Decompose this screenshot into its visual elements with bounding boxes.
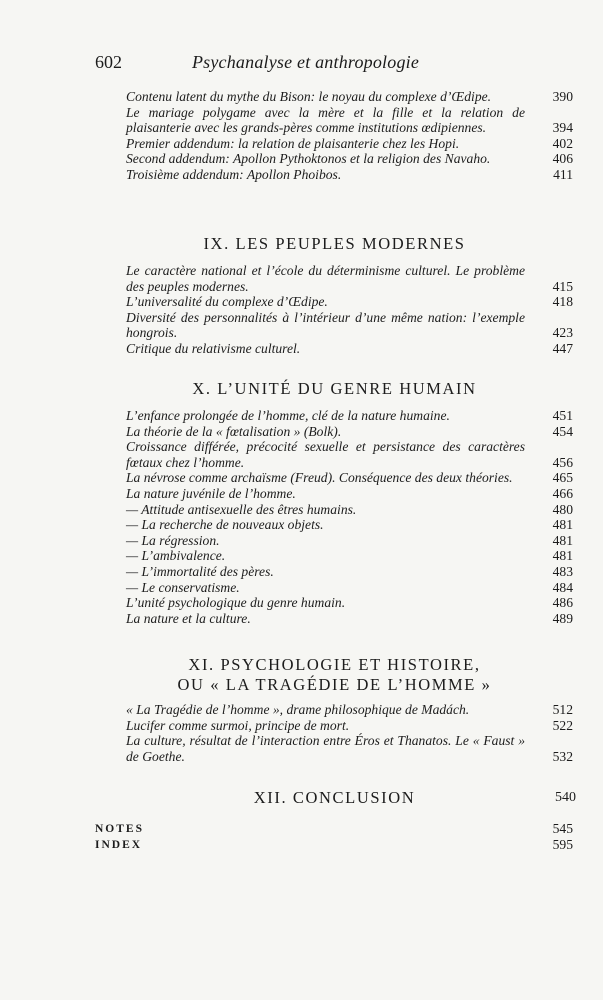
toc-entry-page: 390 [552, 89, 573, 104]
toc-entry [126, 424, 573, 440]
toc-entry-page: 423 [552, 325, 573, 341]
toc-section-x [126, 408, 573, 626]
toc-section-viii [126, 89, 573, 183]
toc-entry [126, 595, 573, 611]
toc-entry [126, 439, 573, 470]
toc-entry [126, 533, 573, 549]
toc-entry [126, 548, 573, 564]
toc-entry-text: L’unité psychologique du genre humain. [126, 595, 346, 611]
toc-entry [126, 580, 573, 596]
toc-entry-page: 512 [552, 702, 573, 717]
toc-entry [126, 263, 573, 294]
toc-entry-text: Critique du relativisme culturel. [126, 340, 301, 356]
backmatter-page: 595 [552, 837, 573, 852]
toc-entry [126, 733, 573, 764]
backmatter-list [95, 822, 573, 852]
toc-entry [126, 564, 573, 580]
section-title-xi-line1: XI. PSYCHOLOGIE ET HISTOIRE, [188, 655, 481, 674]
toc-entry [126, 89, 573, 105]
toc-entry [126, 310, 573, 341]
toc-entry-page: 532 [552, 748, 573, 764]
toc-entry-text: — L’immortalité des pères. [126, 563, 274, 579]
backmatter-label: INDEX [95, 839, 143, 851]
toc-entry [126, 294, 573, 310]
toc-entry-text: — Le conservatisme. [126, 579, 240, 595]
toc-entry [126, 486, 573, 502]
toc-entry-text: La névrose comme archaïsme (Freud). Conséquence des deux théories. [126, 470, 513, 486]
toc-entry-text: Troisième addendum: Apollon Phoibos. [126, 166, 342, 182]
backmatter-notes [95, 822, 573, 836]
section-title-ix: IX. LES PEUPLES MODERNES [203, 234, 466, 253]
section-title-xii [0, 788, 603, 808]
toc-entry-text: — La recherche de nouveaux objets. [126, 517, 324, 533]
toc-entry-text: L’universalité du complexe d’Œdipe. [126, 294, 328, 310]
toc-entry [126, 136, 573, 152]
toc-entry-text: Croissance différée, précocité sexuelle et persistance des caractères fœtaux chez l’homme. [126, 439, 525, 470]
toc-section-ix [126, 263, 573, 357]
section-xii-page: 540 [555, 790, 576, 805]
toc-entry-text: Premier addendum: la relation de plaisanterie chez les Hopi. [126, 135, 460, 151]
toc-entry-text: « La Tragédie de l’homme », drame philosophique de Madách. [126, 702, 470, 717]
toc-entry-page: 466 [552, 485, 573, 501]
toc-entry-page: 483 [552, 563, 573, 579]
toc-entry-page: 418 [552, 294, 573, 310]
toc-entry-page: 481 [552, 517, 573, 533]
backmatter-label: NOTES [95, 823, 144, 835]
toc-entry-page: 484 [552, 579, 573, 595]
toc-entry-page: 406 [552, 151, 573, 167]
toc-entry-page: 486 [552, 595, 573, 611]
toc-entry-page: 454 [552, 423, 573, 439]
toc-entry-text: La nature et la culture. [126, 610, 251, 626]
backmatter-index [95, 838, 573, 852]
toc-entry-text: Contenu latent du mythe du Bison: le noyau du complexe d’Œdipe. [126, 89, 492, 104]
toc-entry-page: 451 [552, 408, 573, 423]
toc-entry-text: Le caractère national et l’école du déterminisme culturel. Le problème des peuples modernes. [126, 263, 525, 294]
toc-entry-page: 481 [552, 548, 573, 564]
section-title-xi-line2: OU « LA TRAGÉDIE DE L’HOMME » [177, 675, 492, 694]
toc-entry-text: L’enfance prolongée de l’homme, clé de la nature humaine. [126, 408, 450, 423]
toc-entry [126, 611, 573, 627]
toc-entry-page: 489 [552, 610, 573, 626]
toc-entry-page: 402 [552, 135, 573, 151]
toc-entry [126, 167, 573, 183]
page-number: 602 [95, 52, 122, 72]
section-title-x: X. L’UNITÉ DU GENRE HUMAIN [192, 379, 477, 398]
toc-entry-text: — Attitude antisexuelle des êtres humains. [126, 501, 357, 517]
toc-section-xi [126, 702, 573, 764]
toc-entry-text: — L’ambivalence. [126, 548, 226, 564]
running-title: Psychanalyse et anthropologie [191, 52, 420, 72]
toc-entry [126, 105, 573, 136]
toc-entry-page: 480 [552, 501, 573, 517]
toc-entry-page: 415 [552, 278, 573, 294]
toc-entry-page: 447 [552, 340, 573, 356]
toc-entry [126, 470, 573, 486]
toc-entry-text: Lucifer comme surmoi, principe de mort. [126, 717, 350, 733]
toc-entry [126, 517, 573, 533]
toc-entry-page: 411 [553, 166, 573, 182]
toc-entry-text: — La régression. [126, 532, 220, 548]
toc-entry-text: Diversité des personnalités à l’intérieur d’une même nation: l’exemple hongrois. [126, 309, 525, 341]
toc-entry-page: 465 [552, 470, 573, 486]
backmatter-page: 545 [552, 821, 573, 836]
toc-entry-page: 481 [552, 532, 573, 548]
toc-entry-page: 522 [552, 717, 573, 733]
section-title-xi [0, 655, 603, 695]
toc-entry [126, 408, 573, 424]
toc-entry [126, 702, 573, 718]
toc-entry-text: La culture, résultat de l’interaction entre Éros et Thanatos. Le « Faust » de Goethe. [126, 733, 525, 764]
toc-entry [126, 502, 573, 518]
toc-entry-text: La théorie de la « fœtalisation » (Bolk). [126, 423, 342, 439]
toc-entry [126, 341, 573, 357]
toc-entry-text: Second addendum: Apollon Pythoktonos et la religion des Navaho. [126, 151, 491, 167]
toc-entry-text: La nature juvénile de l’homme. [126, 485, 296, 501]
toc-entry-text: Le mariage polygame avec la mère et la fille et la relation de plaisanterie avec les grands-pères comme institutions œdipiennes. [126, 104, 525, 136]
toc-entry-page: 456 [552, 454, 573, 470]
toc-entry [126, 151, 573, 167]
toc-entry-page: 394 [552, 120, 573, 136]
toc-entry [126, 718, 573, 734]
page-header [0, 52, 603, 78]
section-title-xii-text: XII. CONCLUSION [253, 788, 416, 807]
